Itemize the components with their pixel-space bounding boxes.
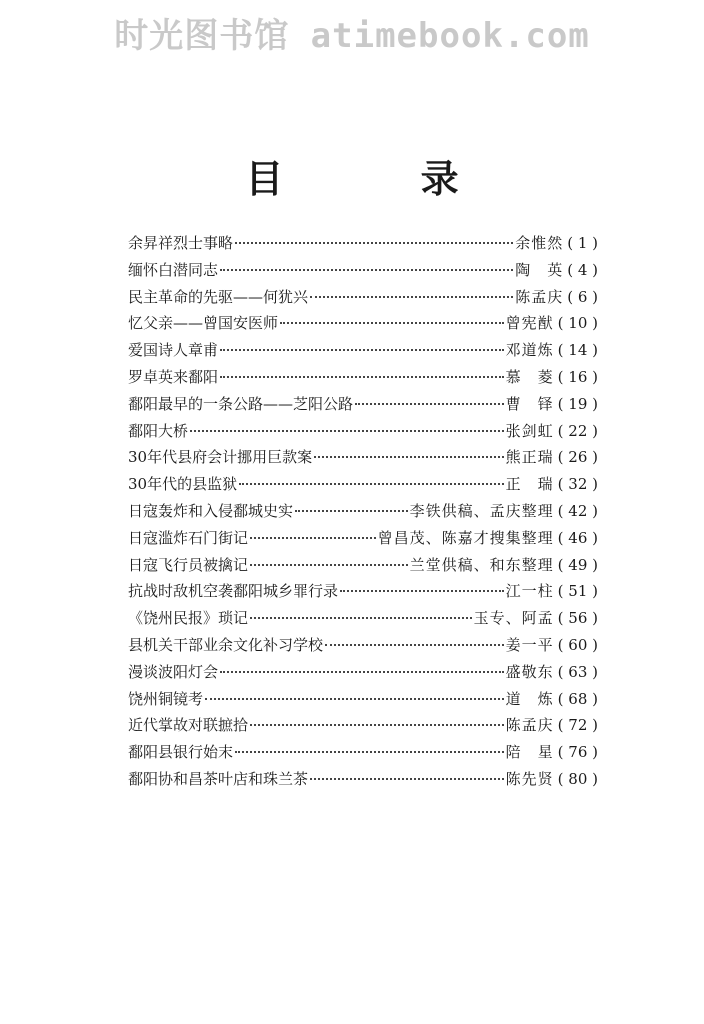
- leader-dots: [239, 483, 504, 485]
- toc-entry: [128, 339, 598, 366]
- toc-entry-title: 30年代县府会计挪用巨款案: [128, 448, 313, 467]
- leader-dots: [235, 751, 504, 753]
- toc-entry-author: 江一柱: [505, 582, 554, 601]
- toc-entry-page: ( 60 ): [557, 635, 598, 654]
- toc-entry-page: ( 63 ): [557, 662, 598, 681]
- leader-dots: [355, 403, 504, 405]
- toc-entry-page: ( 1 ): [567, 234, 598, 252]
- toc-entry: [128, 661, 598, 688]
- leader-dots: [190, 430, 504, 432]
- toc-entry: [128, 714, 598, 741]
- toc-entry-page: ( 49 ): [557, 555, 598, 574]
- toc-entry-page: ( 26 ): [557, 448, 598, 467]
- toc-entry-title: 忆父亲——曾国安医师: [128, 314, 279, 333]
- toc-entry: [128, 312, 598, 339]
- leader-dots: [295, 510, 408, 512]
- toc-entry: [128, 741, 598, 768]
- toc-entry-title: 罗卓英来鄱阳: [128, 367, 219, 386]
- toc-entry-author: 慕 菱: [505, 367, 554, 386]
- toc-entry-page: ( 68 ): [557, 689, 598, 708]
- toc-entry-page: ( 19 ): [557, 394, 598, 413]
- leader-dots: [280, 322, 504, 324]
- toc-entry-title: 日寇飞行员被擒记: [128, 555, 249, 574]
- toc-entry-page: ( 42 ): [557, 501, 598, 520]
- watermark: 时光图书馆 atimebook.com: [114, 16, 590, 56]
- leader-dots: [250, 724, 504, 726]
- toc-entry-page: ( 4 ): [567, 260, 598, 279]
- toc-entry-page: ( 51 ): [557, 582, 598, 601]
- leader-dots: [250, 564, 408, 566]
- toc-entry-author: 曹 铎: [505, 394, 554, 413]
- toc-entry-author: 正 瑞: [505, 475, 554, 494]
- toc-entry-page: ( 6 ): [567, 287, 598, 306]
- toc-entry-author: 陈孟庆: [515, 287, 564, 306]
- toc-entry-title: 《饶州民报》琐记: [128, 609, 249, 628]
- toc-entry: [128, 554, 598, 581]
- toc-entry-page: ( 14 ): [557, 341, 598, 360]
- toc-entry: [128, 286, 598, 313]
- toc-entry-page: ( 80 ): [557, 769, 598, 788]
- toc-entry-title: 爱国诗人章甫: [128, 341, 219, 360]
- toc-entry: [128, 259, 598, 286]
- toc-entry: [128, 634, 598, 661]
- toc-entry: [128, 393, 598, 420]
- toc-entry-title: 鄱阳协和昌茶叶店和珠兰茶: [128, 769, 309, 788]
- toc-entry-author: 姜一平: [505, 635, 554, 654]
- toc-entry: [128, 607, 598, 634]
- toc-entry-title: 日寇滥炸石门街记: [128, 528, 249, 547]
- toc-entry: [128, 768, 598, 795]
- toc-entry: [128, 473, 598, 500]
- toc-entry-author: 陈先贤: [505, 769, 554, 788]
- toc-entry-page: ( 72 ): [557, 716, 598, 735]
- leader-dots: [325, 644, 504, 646]
- toc-entry-page: ( 76 ): [557, 743, 598, 762]
- leader-dots: [250, 617, 472, 619]
- toc-entry-author: 邓道炼: [505, 341, 554, 360]
- toc-entry-author: 陈孟庆: [505, 716, 554, 735]
- toc-entry-author: 盛敬东: [505, 662, 554, 681]
- toc-entry-page: ( 46 ): [557, 528, 598, 547]
- toc-entry-title: 缅怀白潜同志: [128, 260, 219, 279]
- toc-entry-title: 饶州铜镜考: [128, 689, 204, 708]
- toc-entry-title: 县机关干部业余文化补习学校: [128, 635, 324, 654]
- toc-entry-page: ( 16 ): [557, 367, 598, 386]
- toc-entry-title: 民主革命的先驱——何犹兴: [128, 287, 309, 306]
- leader-dots: [205, 698, 504, 700]
- toc-entry-author: 熊正瑞: [505, 448, 554, 467]
- leader-dots: [310, 296, 513, 298]
- toc-entry-author: 兰堂供稿、和东整理: [409, 555, 554, 574]
- toc-entry-author: 陪 星: [505, 743, 554, 762]
- toc-entry-title: 抗战时敌机空袭鄱阳城乡罪行录: [128, 582, 339, 601]
- leader-dots: [310, 778, 504, 780]
- toc-entry-title: 鄱阳大桥: [128, 421, 189, 440]
- toc-entry-title: 日寇轰炸和入侵鄱城史实: [128, 501, 294, 520]
- toc-entry: [128, 527, 598, 554]
- toc-entry-title: 近代掌故对联摭拾: [128, 716, 249, 735]
- toc-entry: [128, 446, 598, 473]
- toc-entry-page: ( 10 ): [557, 314, 598, 333]
- leader-dots: [220, 376, 504, 378]
- toc-entry: [128, 580, 598, 607]
- toc-entry: [128, 500, 598, 527]
- toc-entry-author: 余惟然: [515, 234, 564, 252]
- leader-dots: [314, 456, 504, 458]
- toc-entry: [128, 232, 598, 259]
- toc-entry: [128, 688, 598, 715]
- toc-entry-page: ( 32 ): [557, 475, 598, 494]
- toc-entry-author: 曾昌茂、陈嘉才搜集整理: [377, 528, 554, 547]
- toc-entry-title: 余昇祥烈士事略: [128, 234, 234, 252]
- toc-entry-author: 陶 英: [515, 260, 564, 279]
- toc-entry-author: 张剑虹: [505, 421, 554, 440]
- toc-entry-page: ( 56 ): [557, 609, 598, 628]
- leader-dots: [220, 349, 504, 351]
- toc-entry-author: 曾宪猷: [505, 314, 554, 333]
- toc-entry: [128, 420, 598, 447]
- toc-entry-title: 鄱阳最早的一条公路——芝阳公路: [128, 394, 354, 413]
- toc-entry-author: 李铁供稿、孟庆整理: [409, 501, 554, 520]
- leader-dots: [220, 269, 513, 271]
- toc-entry: [128, 366, 598, 393]
- toc-entry-page: ( 22 ): [557, 421, 598, 440]
- toc-entry-title: 鄱阳县银行始末: [128, 743, 234, 762]
- leader-dots: [250, 537, 376, 539]
- toc-entry-title: 漫谈波阳灯会: [128, 662, 219, 681]
- leader-dots: [340, 590, 504, 592]
- toc-entry-author: 玉专、阿孟: [473, 609, 554, 628]
- leader-dots: [235, 242, 513, 244]
- toc-entry-author: 道 炼: [505, 689, 554, 708]
- table-of-contents: [128, 232, 598, 795]
- leader-dots: [220, 671, 504, 673]
- toc-entry-title: 30年代的县监狱: [128, 475, 238, 494]
- page-title: 目 录: [245, 157, 521, 201]
